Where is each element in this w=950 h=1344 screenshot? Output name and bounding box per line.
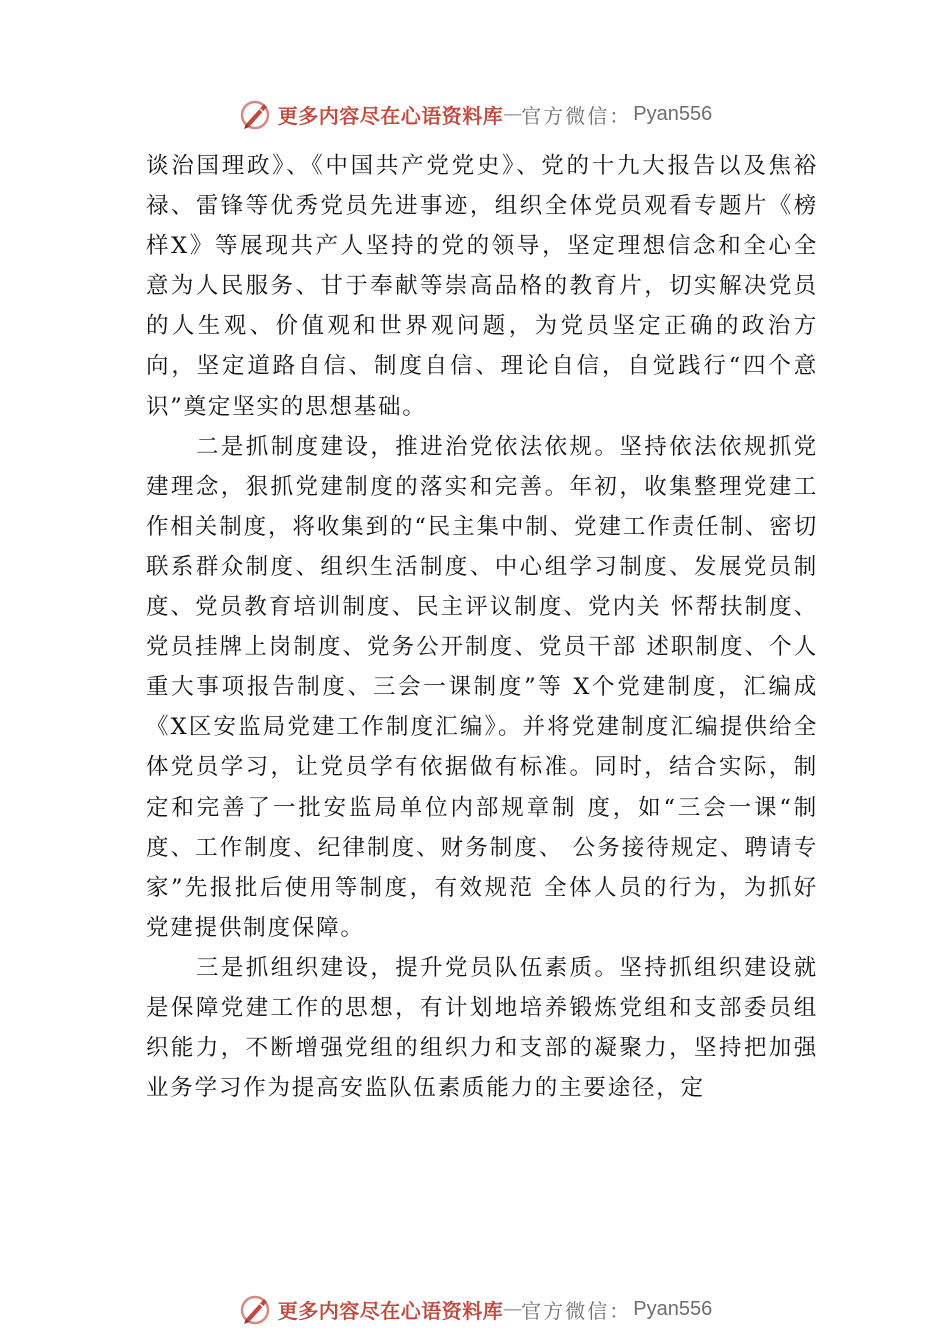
watermark-wechat-id: Pyan556: [633, 102, 713, 125]
paragraph-3: 三是抓组织建设，提升党员队伍素质。坚持抓组织建设就是保障党建工作的思想，有计划地培养锻炼党组和支部委员组织能力，不断增强党组的组织力和支部的凝聚力，坚持把加强业务学习作为提高安监队伍素质能力的主要途径，定: [146, 954, 818, 1102]
pen-logo-icon: [238, 1292, 272, 1326]
document-body: [146, 146, 818, 1108]
watermark-dash: —: [503, 103, 522, 125]
watermark-official-label: 官方微信：: [521, 103, 632, 128]
paragraph-1: 谈治国理政》、《中国共产党党史》、党的十九大报告以及焦裕禄、雷锋等优秀党员先进事迹，组织全体党员观看专题片《榜 样X》等展现共产人坚持的党的领导，坚定理想信念和全心全意为人民服务、甘于奉献等崇高品格的教育片，切实解决党员的人生观、价值观和世界观问题，为党员坚定正确的政治方向，坚定道路自信、制度自信、理论自信，自觉践行“四个意识”奠定坚实的思想基础。: [146, 153, 818, 420]
paragraph-2: 二是抓制度建设，推进治党依法依规。坚持依法依规抓党建理念，狠抓党建制度的落实和完善。年初，收集整理党建工作相关制度，将收集到的“民主集中制、党建工作责任制、密切联系群众制度、组织生活制度、中心组学习制度、发展党员制度、党员教育培训制度、民主评议制度、党内关 怀帮扶制度、党员挂牌上岗制度、党务公开制度、党员干部 述职制度、个人重大事项报告制度、三会一课制度”等 X个党建制度，汇编成《X区安监局党建工作制度汇编》。并将党建制度汇编提供给全体党员学习，让党员学有依据做有标准。同时，结合实际，制定和完善了一批安监局单位内部规章制 度，如“三会一课“制度、工作制度、纪律制度、财务制度、 公务接待规定、聘请专家”先报批后使用等制度，有效规范 全体人员的行为，为抓好党建提供制度保障。: [146, 433, 818, 941]
watermark-dash: —: [503, 1298, 522, 1320]
watermark-brand: 更多内容尽在心语资料库: [277, 1298, 504, 1323]
header-watermark: [0, 94, 950, 134]
footer-watermark: [0, 1289, 950, 1329]
pen-logo-icon: [238, 97, 272, 131]
watermark-wechat-id: Pyan556: [633, 1297, 713, 1320]
watermark-brand: 更多内容尽在心语资料库: [277, 103, 504, 128]
watermark-official-label: 官方微信：: [521, 1298, 632, 1323]
